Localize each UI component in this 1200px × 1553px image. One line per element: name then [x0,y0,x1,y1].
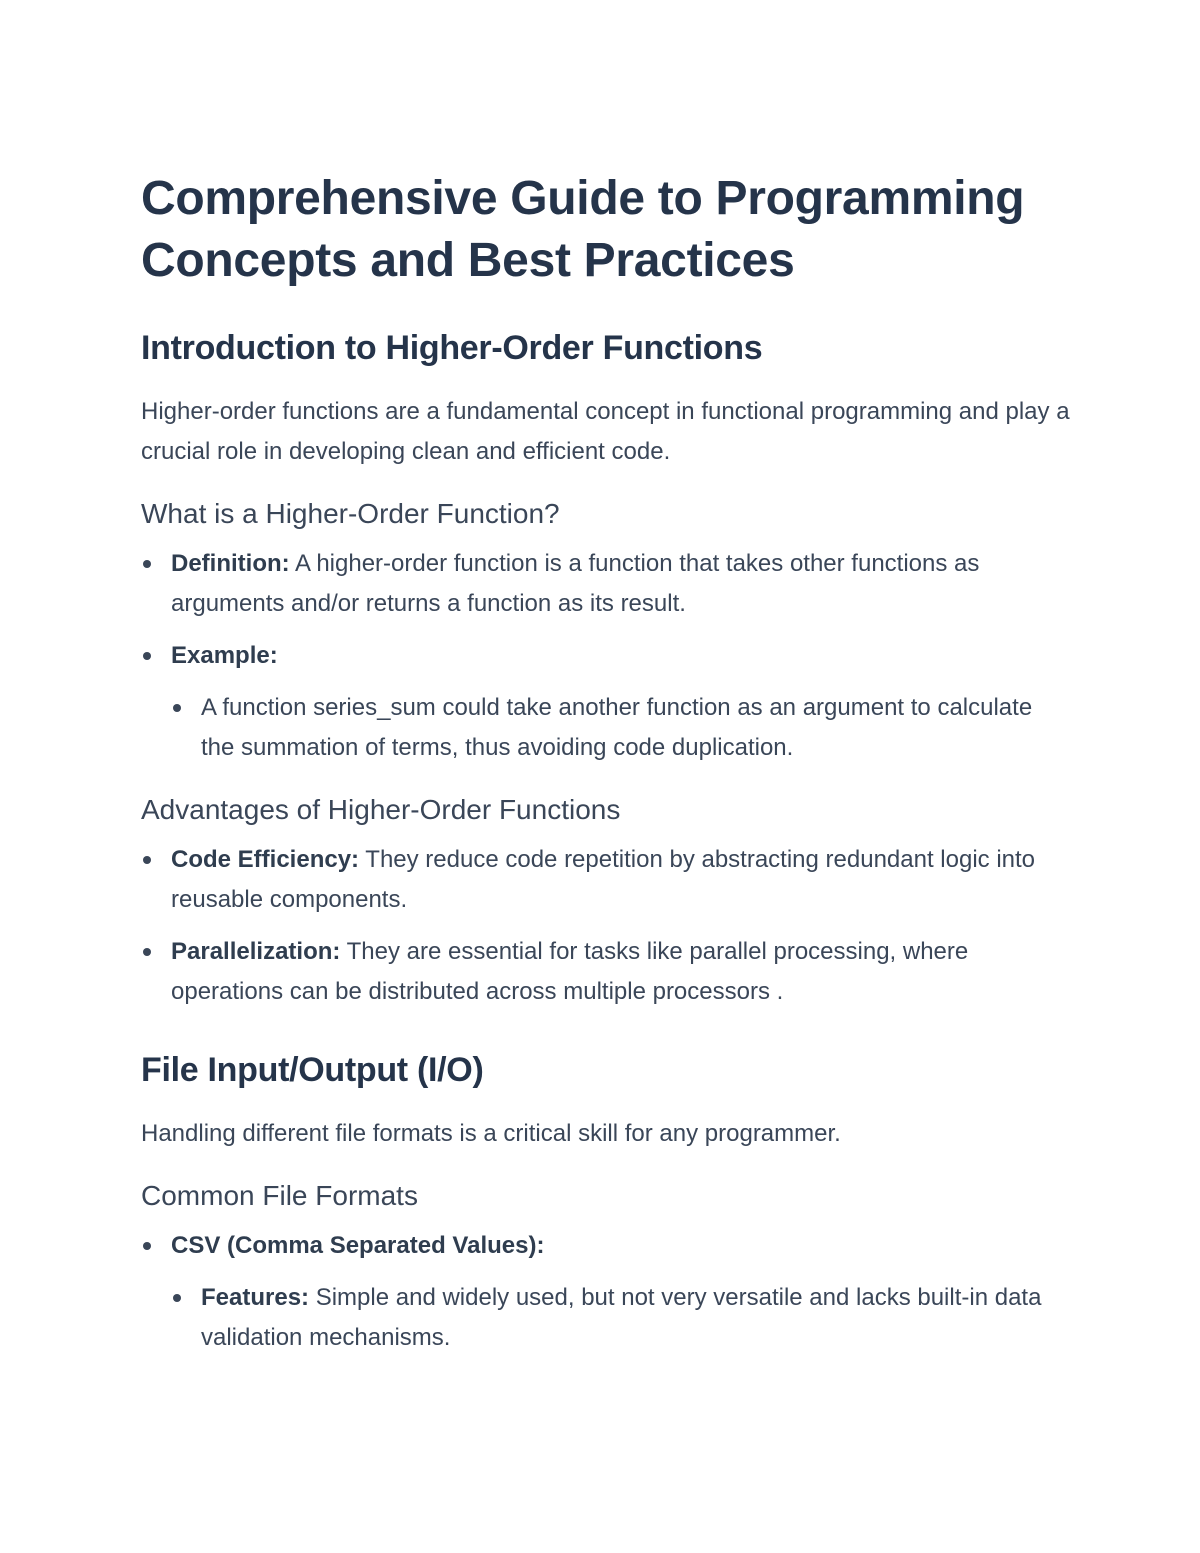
nested-list-item-label: Features: [201,1284,310,1311]
file-formats-list [141,1226,1071,1358]
bullet-icon [143,652,151,660]
list-item-text: They are essential for tasks like parallel processing, where operations can be distributed across multiple processors . [171,938,969,1005]
list-item-text: They reduce code repetition by abstracting redundant logic into reusable components. [171,846,1036,913]
nested-list-item-text: A function series_sum could take another function as an argument to calculate the summation of terms, thus avoiding code duplication. [201,694,1033,761]
list-item-code-efficiency [141,840,1071,920]
list-item-text: A higher-order function is a function that takes other functions as arguments and/or returns a function as its result. [171,550,980,617]
advantages-list [141,840,1071,1012]
bullet-icon [143,948,151,956]
list-item-example [141,636,1071,768]
subsection-heading-what-is: What is a Higher-Order Function? [141,498,560,529]
bullet-icon [173,1294,181,1302]
nested-list-item [171,688,1071,768]
nested-list-item-features [171,1278,1071,1358]
document-page [141,168,1071,1358]
list-item-label: Code Efficiency: [171,846,360,873]
list-item-label: Example: [171,642,278,669]
subsection-heading-common-file-formats: Common File Formats [141,1180,418,1211]
list-item-label: Parallelization: [171,938,341,965]
section-heading-higher-order-functions: Introduction to Higher-Order Functions [141,329,763,367]
list-item-label: Definition: [171,550,290,577]
section-intro-paragraph: Higher-order functions are a fundamental concept in functional programming and play a crucial role in developing clean and efficient code. [141,398,1070,465]
list-item-definition [141,544,1071,624]
nested-list [171,688,1071,768]
bullet-icon [143,560,151,568]
list-item-csv [141,1226,1071,1358]
nested-list [171,1278,1071,1358]
list-item-parallelization [141,932,1071,1012]
document-title: Comprehensive Guide to Programming Concepts and Best Practices [141,172,1025,287]
bullet-icon [143,1242,151,1250]
list-item-label: CSV (Comma Separated Values): [171,1232,545,1259]
bullet-icon [143,856,151,864]
nested-list-item-text: Simple and widely used, but not very versatile and lacks built-in data validation mechanisms. [201,1284,1042,1351]
definition-list [141,544,1071,768]
bullet-icon [173,704,181,712]
subsection-heading-advantages: Advantages of Higher-Order Functions [141,794,621,825]
section-intro-paragraph: Handling different file formats is a critical skill for any programmer. [141,1120,841,1147]
section-heading-file-io: File Input/Output (I/O) [141,1051,484,1089]
